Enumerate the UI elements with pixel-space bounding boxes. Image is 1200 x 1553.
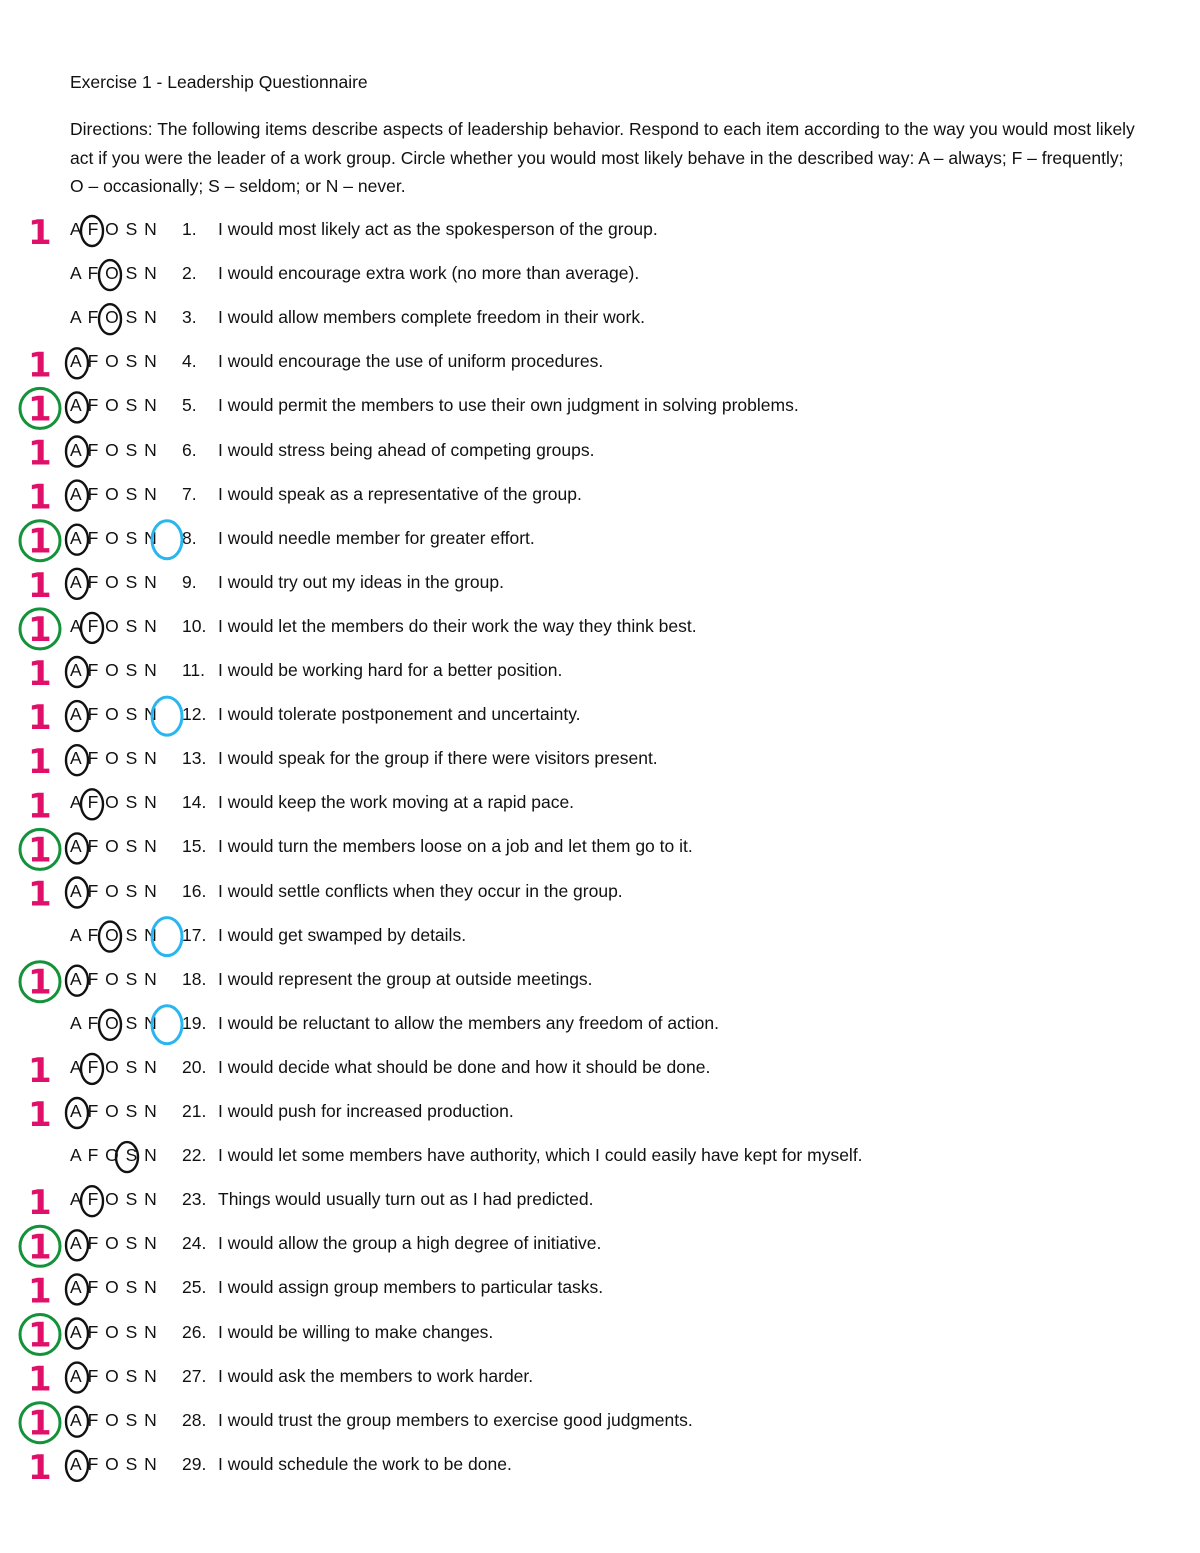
questionnaire-item [70, 925, 466, 951]
green-circle [20, 609, 60, 649]
questionnaire-item [70, 881, 623, 907]
questionnaire-item [70, 1454, 512, 1480]
score-mark: 1 [28, 213, 52, 253]
score-mark: 1 [28, 1447, 52, 1488]
item-number: 26. [182, 1321, 207, 1342]
item-text: I would try out my ideas in the group. [218, 571, 504, 592]
questionnaire-item [70, 528, 535, 554]
score-mark: 1 [28, 654, 52, 694]
answer-choices[interactable]: A F O S N [70, 1145, 158, 1166]
item-text: I would most likely act as the spokesperson of the group. [218, 219, 658, 239]
item-text: I would be working hard for a better position. [218, 660, 563, 680]
answer-choices[interactable]: A F O S N [70, 1321, 158, 1342]
green-circle [20, 388, 60, 428]
item-number: 27. [182, 1365, 207, 1386]
green-circle [20, 521, 60, 561]
item-text: I would needle member for greater effort. [218, 527, 535, 548]
item-number: 14. [182, 792, 207, 813]
item-text: I would turn the members loose on a job and let them go to it. [218, 836, 693, 857]
score-mark: 1 [28, 1050, 52, 1091]
item-text: I would speak as a representative of the group. [218, 483, 582, 504]
score-mark: 1 [28, 830, 52, 871]
answer-choices[interactable]: A F O S N [70, 704, 158, 725]
item-text: I would schedule the work to be done. [218, 1453, 512, 1474]
questionnaire-item [70, 1057, 710, 1083]
questionnaire-item [70, 748, 658, 774]
questionnaire-item [70, 1145, 863, 1171]
item-text: I would be reluctant to allow the members any freedom of action. [218, 1012, 719, 1033]
score-mark: 1 [28, 698, 52, 739]
item-number: 7. [182, 483, 197, 504]
item-text: I would settle conflicts when they occur in the group. [218, 880, 623, 901]
item-number: 17. [182, 924, 207, 945]
item-number: 3. [182, 307, 197, 328]
questionnaire-item [70, 395, 799, 421]
questionnaire-item [70, 660, 562, 686]
item-number: 4. [182, 351, 197, 372]
score-mark: 1 [28, 1403, 52, 1444]
item-text: I would encourage extra work (no more than average). [218, 263, 640, 284]
questionnaire-item [70, 1189, 594, 1215]
answer-choices[interactable]: A F O S N [70, 571, 158, 592]
item-number: 13. [182, 748, 207, 769]
answer-choices[interactable]: A F O S N [70, 615, 158, 636]
score-mark: 1 [28, 1271, 52, 1312]
score-mark: 1 [28, 521, 52, 562]
questionnaire-item [70, 704, 581, 730]
score-mark: 1 [28, 609, 52, 650]
item-text: I would get swamped by details. [218, 924, 467, 945]
questionnaire-item [70, 1322, 493, 1348]
answer-choices[interactable]: A F O S N [70, 219, 158, 239]
item-number: 16. [182, 880, 207, 901]
score-mark: 1 [28, 433, 52, 474]
green-circle [20, 1315, 60, 1355]
questionnaire-item [70, 1277, 603, 1303]
answer-choices[interactable]: A F O S N [70, 968, 158, 989]
answer-choices[interactable]: A F O S N [70, 1365, 158, 1386]
questionnaire-item [70, 1233, 601, 1259]
questionnaire-item [70, 440, 594, 466]
green-circle [20, 1226, 60, 1266]
item-text: I would push for increased production. [218, 1101, 514, 1121]
answer-choices[interactable]: A F O S N [70, 1233, 158, 1254]
answer-choices[interactable]: A F O S N [70, 439, 158, 460]
item-number: 25. [182, 1277, 207, 1298]
item-text: I would keep the work moving at a rapid pace. [218, 792, 575, 813]
answer-choices[interactable]: A F O S N [70, 395, 158, 416]
item-text: I would tolerate postponement and uncertainty. [218, 704, 581, 725]
item-number: 11. [182, 660, 206, 680]
item-text: I would trust the group members to exercise good judgments. [218, 1409, 693, 1430]
questionnaire-item [70, 616, 697, 642]
item-text: I would be willing to make changes. [218, 1321, 494, 1342]
item-number: 1. [182, 219, 197, 239]
item-text: I would allow the group a high degree of initiative. [218, 1233, 602, 1254]
item-text: I would encourage the use of uniform procedures. [218, 351, 604, 372]
item-number: 5. [182, 395, 197, 416]
score-mark: 1 [28, 742, 52, 783]
item-number: 15. [182, 836, 207, 857]
answer-choices[interactable]: A F O S N [70, 1101, 158, 1121]
item-number: 10. [182, 615, 207, 636]
score-mark: 1 [28, 1183, 52, 1224]
item-number: 29. [182, 1453, 207, 1474]
score-mark: 1 [28, 345, 52, 386]
questionnaire-item [70, 307, 645, 333]
answer-choices[interactable]: A F O S N [70, 527, 158, 548]
score-mark: 1 [28, 874, 52, 915]
item-number: 20. [182, 1056, 207, 1077]
answer-choices[interactable]: A F O S N [70, 1453, 158, 1474]
item-number: 19. [182, 1012, 207, 1033]
document-title: Exercise 1 - Leadership Questionnaire [70, 72, 368, 92]
score-mark: 1 [28, 565, 52, 606]
item-text: I would allow members complete freedom in their work. [218, 307, 645, 328]
questionnaire-item [70, 969, 593, 995]
item-number: 28. [182, 1409, 207, 1430]
questionnaire-item [70, 1101, 514, 1127]
item-number: 8. [182, 527, 197, 548]
item-text: I would speak for the group if there were visitors present. [218, 748, 658, 769]
answer-choices[interactable]: A F O S N [70, 263, 158, 284]
item-number: 18. [182, 968, 207, 989]
item-text: I would ask the members to work harder. [218, 1365, 534, 1386]
green-circle [20, 829, 60, 869]
item-number: 23. [182, 1189, 207, 1210]
item-text: I would represent the group at outside meetings. [218, 968, 593, 989]
questionnaire-item [70, 572, 504, 598]
answer-choices[interactable]: A F O S N [70, 836, 158, 857]
item-text: I would decide what should be done and how it should be done. [218, 1056, 711, 1077]
answer-choices[interactable]: A F O S N [70, 307, 158, 328]
questionnaire-item [70, 219, 658, 245]
questionnaire-item [70, 484, 582, 510]
directions-paragraph: Directions: The following items describe aspects of leadership behavior. Respond to each item according to the way you would most likely act if you were the leader of a work group. Circle whether you would most likely behave in the described way: A – always; F – frequently; O – occasionally; S – seldom; or N – never. [70, 119, 1135, 196]
answer-choices[interactable]: A F O S N [70, 483, 158, 504]
answer-choices[interactable]: A F O S N [70, 792, 158, 813]
answer-choices[interactable]: A F O S N [70, 1409, 158, 1430]
score-mark: 1 [28, 1227, 52, 1268]
questionnaire-item [70, 1013, 719, 1039]
answer-choices[interactable]: A F O S N [70, 1056, 158, 1077]
questionnaire-item [70, 836, 693, 862]
item-text: I would let some members have authority, which I could easily have kept for myself. [218, 1145, 863, 1166]
score-mark: 1 [28, 962, 52, 1003]
green-circle [20, 1403, 60, 1443]
questionnaire-item [70, 1366, 533, 1392]
answer-choices[interactable]: A F O S N [70, 748, 158, 769]
item-number: 22. [182, 1145, 207, 1166]
questionnaire-item [70, 351, 603, 377]
score-mark: 1 [28, 1315, 52, 1356]
green-circle [20, 962, 60, 1002]
answer-choices[interactable]: A F O S N [70, 351, 158, 372]
item-text: I would stress being ahead of competing groups. [218, 439, 595, 460]
score-mark: 1 [28, 1095, 52, 1135]
item-text: I would assign group members to particular tasks. [218, 1277, 604, 1298]
answer-choices[interactable]: A F O S N [70, 1277, 158, 1298]
item-number: 21. [182, 1101, 207, 1121]
score-mark: 1 [28, 1359, 52, 1400]
answer-choices[interactable]: A F O S N [70, 880, 158, 901]
answer-choices[interactable]: A F O S N [70, 1012, 158, 1033]
answer-choices[interactable]: A F O S N [70, 924, 158, 945]
item-text: I would let the members do their work the way they think best. [218, 615, 697, 636]
score-mark: 1 [28, 786, 52, 827]
item-number: 12. [182, 704, 207, 725]
score-mark: 1 [28, 389, 52, 430]
item-number: 24. [182, 1233, 207, 1254]
questionnaire-item [70, 1410, 693, 1436]
answer-choices[interactable]: A F O S N [70, 660, 158, 680]
item-number: 2. [182, 263, 197, 284]
questionnaire-item [70, 263, 639, 289]
item-text: I would permit the members to use their own judgment in solving problems. [218, 395, 799, 416]
score-mark: 1 [28, 477, 52, 518]
item-text: Things would usually turn out as I had predicted. [218, 1189, 594, 1210]
answer-choices[interactable]: A F O S N [70, 1189, 158, 1210]
questionnaire-item [70, 792, 574, 818]
item-number: 6. [182, 439, 197, 460]
item-number: 9. [182, 571, 197, 592]
